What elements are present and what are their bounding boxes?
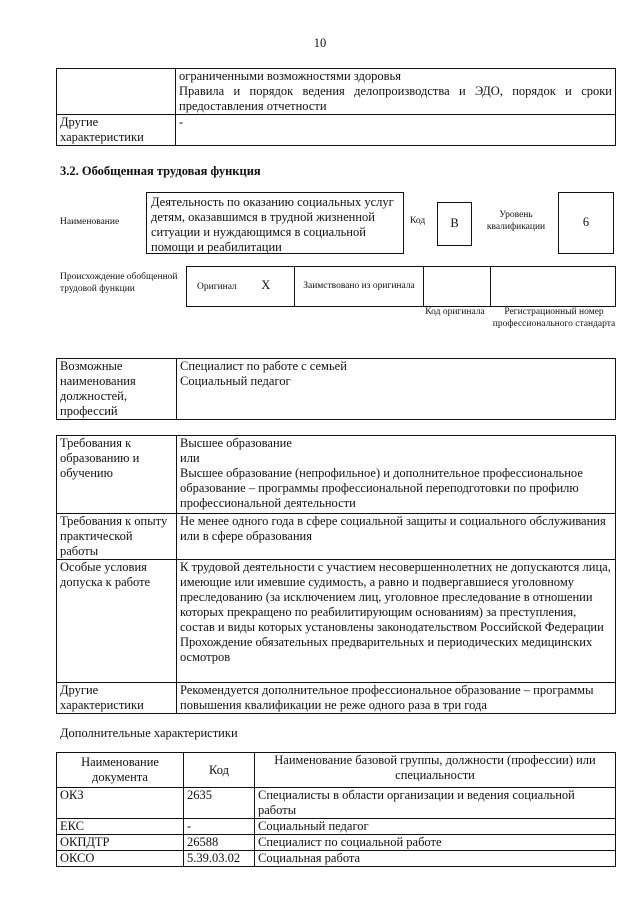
name-label: Наименование <box>60 217 120 227</box>
origin-reg-cell <box>491 267 616 307</box>
add-cell: 5.39.03.02 <box>184 851 255 867</box>
additional-title: Дополнительные характеристики <box>60 726 238 740</box>
add-cell: 2635 <box>184 788 255 819</box>
positions-label: Возможные наименования должностей, профессий <box>57 359 177 420</box>
top-table-other-label: Другие характеристики <box>57 115 176 146</box>
top-table-skills-cell <box>176 69 616 115</box>
level-value: 6 <box>558 192 614 254</box>
original-mark: X <box>261 278 271 292</box>
req-experience-label: Требования к опыту практической работы <box>57 514 177 560</box>
requirements-table <box>56 435 616 714</box>
original-label: Оригинал <box>197 282 237 292</box>
name-value: Деятельность по оказанию социальных услуг детям, оказавшимся в трудной жизненной ситуации и нуждающимся в социальной помощи и реабилитации <box>146 192 404 254</box>
add-header-doc: Наименование документа <box>57 753 184 788</box>
code-caption: Код оригинала <box>425 307 485 317</box>
position-item: Социальный педагог <box>180 374 291 388</box>
add-cell: Социальная работа <box>255 851 616 867</box>
origin-table <box>186 266 616 307</box>
level-label: Уровень квалификации <box>486 210 546 232</box>
code-label: Код <box>410 216 426 226</box>
top-table-line-1: ограниченными возможностями здоровья <box>179 69 401 83</box>
req-experience-value: Не менее одного года в сфере социальной защиты и социального обслуживания или в сфере образования <box>177 514 616 560</box>
positions-values <box>177 359 616 420</box>
add-cell: ОКСО <box>57 851 184 867</box>
borrowed-label: Заимствовано из оригинала <box>295 267 424 307</box>
top-table-line-2: Правила и порядок ведения делопроизводства и ЭДО, порядок и сроки предоставления отчетности <box>179 84 612 113</box>
add-header-name: Наименование базовой группы, должности (профессии) или специальности <box>255 753 616 788</box>
add-cell: 26588 <box>184 835 255 851</box>
origin-label: Происхождение обобщенной трудовой функции <box>60 272 178 294</box>
origin-code-cell <box>424 267 491 307</box>
additional-table <box>56 752 616 867</box>
add-cell: ОКЗ <box>57 788 184 819</box>
top-table-other-value: - <box>176 115 616 146</box>
add-cell: Специалист по социальной работе <box>255 835 616 851</box>
position-item: Специалист по работе с семьей <box>180 359 347 373</box>
req-special-label: Особые условия допуска к работе <box>57 560 177 683</box>
top-table-empty-label <box>57 69 176 115</box>
req-special-value: К трудовой деятельности с участием несовершеннолетних не допускаются лица, имеющие или имевшие судимость, а равно и подвергавшиеся уголовному преследованию (за исключением лиц, уголовное преследование в отношении которых прекращено по реабилитирующим основаниям) за преступления, состав и виды которых установлены законодательством Российской Федерации Прохождение обязательных предварительных и периодических медицинских осмотров <box>177 560 616 683</box>
add-cell: Специалисты в области организации и ведения социальной работы <box>255 788 616 819</box>
add-header-code: Код <box>184 753 255 788</box>
req-education-value: Высшее образование или Высшее образование (непрофильное) и дополнительное профессиональное образование – программы профессиональной переподготовки по профилю профессиональной деятельности <box>177 436 616 514</box>
req-education-label: Требования к образованию и обучению <box>57 436 177 514</box>
add-cell: ЕКС <box>57 819 184 835</box>
code-value: B <box>437 202 472 246</box>
positions-table <box>56 358 616 420</box>
page-number: 10 <box>313 36 327 50</box>
reg-caption: Регистрационный номер профессионального стандарта <box>492 307 616 329</box>
add-cell: Социальный педагог <box>255 819 616 835</box>
add-cell: - <box>184 819 255 835</box>
section-title: 3.2. Обобщенная трудовая функция <box>60 164 261 178</box>
top-table <box>56 68 616 146</box>
add-cell: ОКПДТР <box>57 835 184 851</box>
req-other-label: Другие характеристики <box>57 683 177 714</box>
req-other-value: Рекомендуется дополнительное профессиональное образование – программы повышения квалификации не реже одного раза в три года <box>177 683 616 714</box>
